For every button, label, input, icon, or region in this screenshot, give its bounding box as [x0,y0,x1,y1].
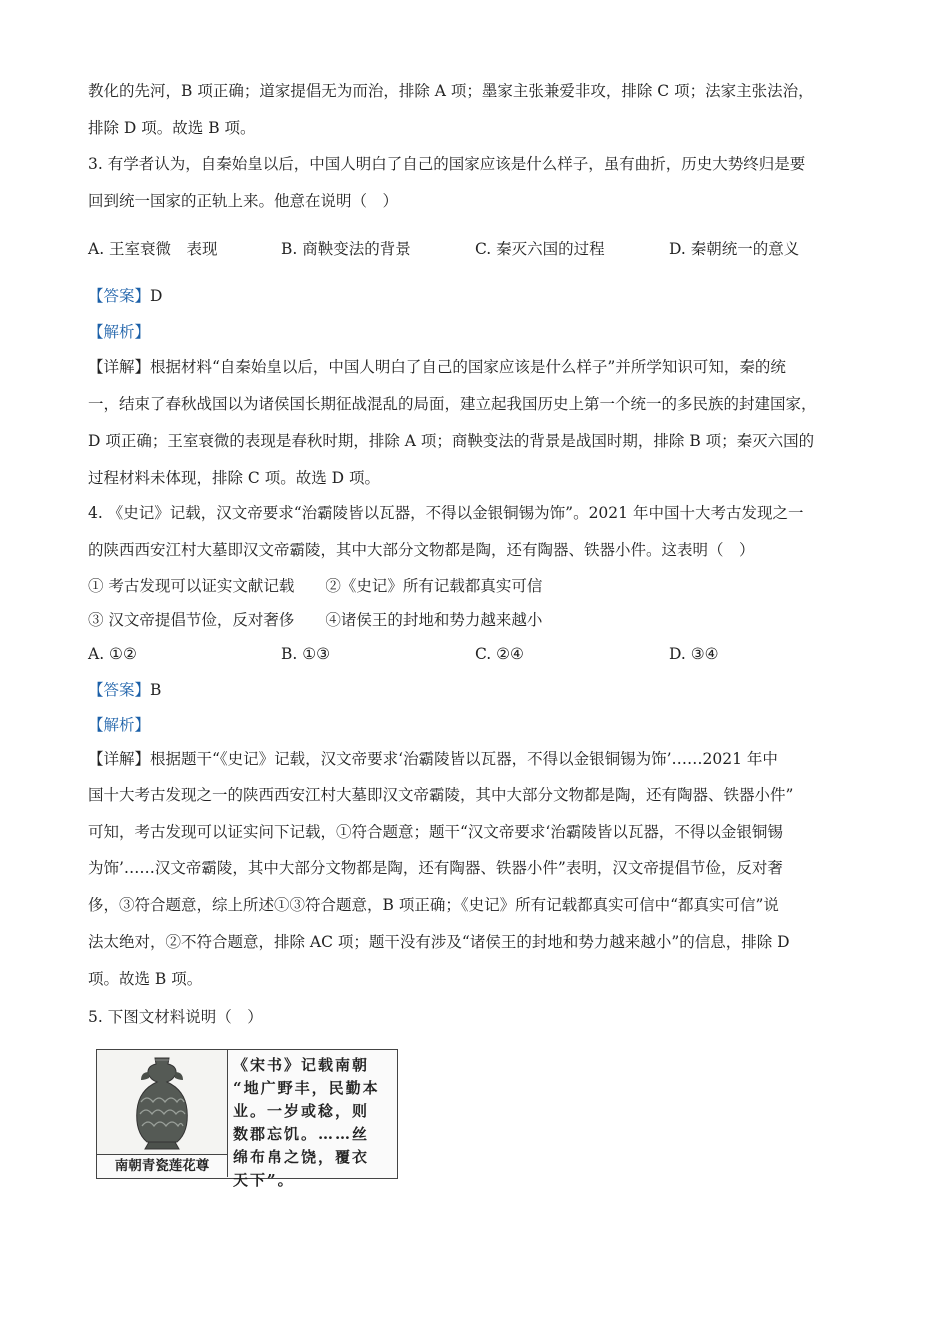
celadon-lotus-vase-image [97,1050,227,1154]
q3-option-c: C. 秦灭六国的过程 [475,240,605,258]
q4-detail-line: 为饰’……汉文帝霸陵，其中大部分文物都是陶，还有陶器、铁器小件”表明，汉文帝提倡节俭，反对奢 [88,859,783,877]
analysis-tag: 【解析】 [88,716,151,734]
quote-line: 《宋书》记载南朝 [233,1056,370,1074]
quote-line: 数郡忘饥。……丝 [233,1125,370,1143]
figure-image-panel [97,1050,228,1177]
q4-statements-2: ③ 汉文帝提倡节俭，反对奢侈 ④诸侯王的封地和势力越来越小 [88,611,543,629]
q4-detail-line: 国十大考古发现之一的陕西西安江村大墓即汉文帝霸陵，其中大部分文物都是陶，还有陶器、铁器小件” [88,786,794,804]
q4-detail-line: 侈，③符合题意，综上所述①③符合题意，B 项正确；《史记》所有记载都真实可信中“都真实可信”说 [88,896,779,914]
q4-option-c: C. ②④ [475,645,524,663]
q4-detail-line: 法太绝对，②不符合题意，排除 AC 项；题干没有涉及“诸侯王的封地和势力越来越小”的信息，排除 D [88,933,790,951]
q4-detail-line: 项。故选 B 项。 [88,970,203,988]
q3-detail-line: 一，结束了春秋战国以为诸侯国长期征战混乱的局面，建立起我国历史上第一个统一的多民族的封建国家， [88,395,817,413]
q3-option-b: B. 商鞅变法的背景 [281,240,411,258]
q4-detail-line: 【详解】根据题干“《史记》记载，汉文帝要求‘治霸陵皆以瓦器，不得以金银铜锡为饰’……2021 年中 [88,750,778,768]
answer-tag: 【答案】 [88,287,151,305]
question-4-stem: 4. 《史记》记载，汉文帝要求“治霸陵皆以瓦器，不得以金银铜锡为饰”。2021 年中国十大考古发现之一 [88,504,804,522]
question-3-stem: 3. 有学者认为，自秦始皇以后，中国人明白了自己的国家应该是什么样子，虽有曲折，历史大势终归是要 [88,155,806,173]
answer-value: D [150,287,163,305]
q3-analysis-heading [88,321,878,343]
q3-option-a: A. 王室衰微 表现 [88,240,218,258]
q3-detail-line: D 项正确；王室衰微的表现是春秋时期，排除 A 项；商鞅变法的背景是战国时期，排除 B 项；秦灭六国的 [88,432,815,450]
question-5-stem: 5. 下图文材料说明（ ） [88,1008,263,1026]
q3-detail-line: 【详解】根据材料“自秦始皇以后，中国人明白了自己的国家应该是什么样子”并所学知识可知，秦的统 [88,358,786,376]
q5-figure [96,1049,398,1189]
quote-line: 业。一岁或稔，则 [233,1102,370,1120]
q4-statements-1: ① 考古发现可以证实文献记载 ②《史记》所有记载都真实可信 [88,577,543,595]
q4-option-d: D. ③④ [669,645,719,663]
q4-option-a: A. ①② [88,645,137,663]
text-line: 教化的先河，B 项正确；道家提倡无为而治，排除 A 项；墨家主张兼爱非攻，排除 C 项；法家主张法治， [88,82,814,100]
quote-line: “地广野丰，民勤本 [233,1079,380,1097]
q3-detail-line: 过程材料未体现，排除 C 项。故选 D 项。 [88,469,380,487]
figure-quote [233,1054,395,1192]
answer-tag: 【答案】 [88,681,151,699]
q3-option-d: D. 秦朝统一的意义 [669,240,800,258]
question-4-stem-cont: 的陕西西安江村大墓即汉文帝霸陵，其中大部分文物都是陶，还有陶器、铁器小件。这表明（ ） [88,541,755,559]
question-3-stem-cont: 回到统一国家的正轨上来。他意在说明（ ） [88,192,399,210]
quote-line: 天下”。 [233,1171,295,1189]
q3-answer [88,285,878,307]
quote-line: 绵布帛之饶，覆衣 [233,1148,370,1166]
q4-analysis-heading [88,714,878,736]
analysis-tag: 【解析】 [88,323,151,341]
text-line: 排除 D 项。故选 B 项。 [88,119,256,137]
q4-option-b: B. ①③ [281,645,331,663]
answer-value: B [150,681,162,699]
figure-caption: 南朝青瓷莲花尊 [97,1154,227,1178]
q4-detail-line: 可知，考古发现可以证实问下记载，①符合题意；题干“汉文帝要求‘治霸陵皆以瓦器，不得以金银铜锡 [88,823,783,841]
q4-answer [88,679,878,701]
